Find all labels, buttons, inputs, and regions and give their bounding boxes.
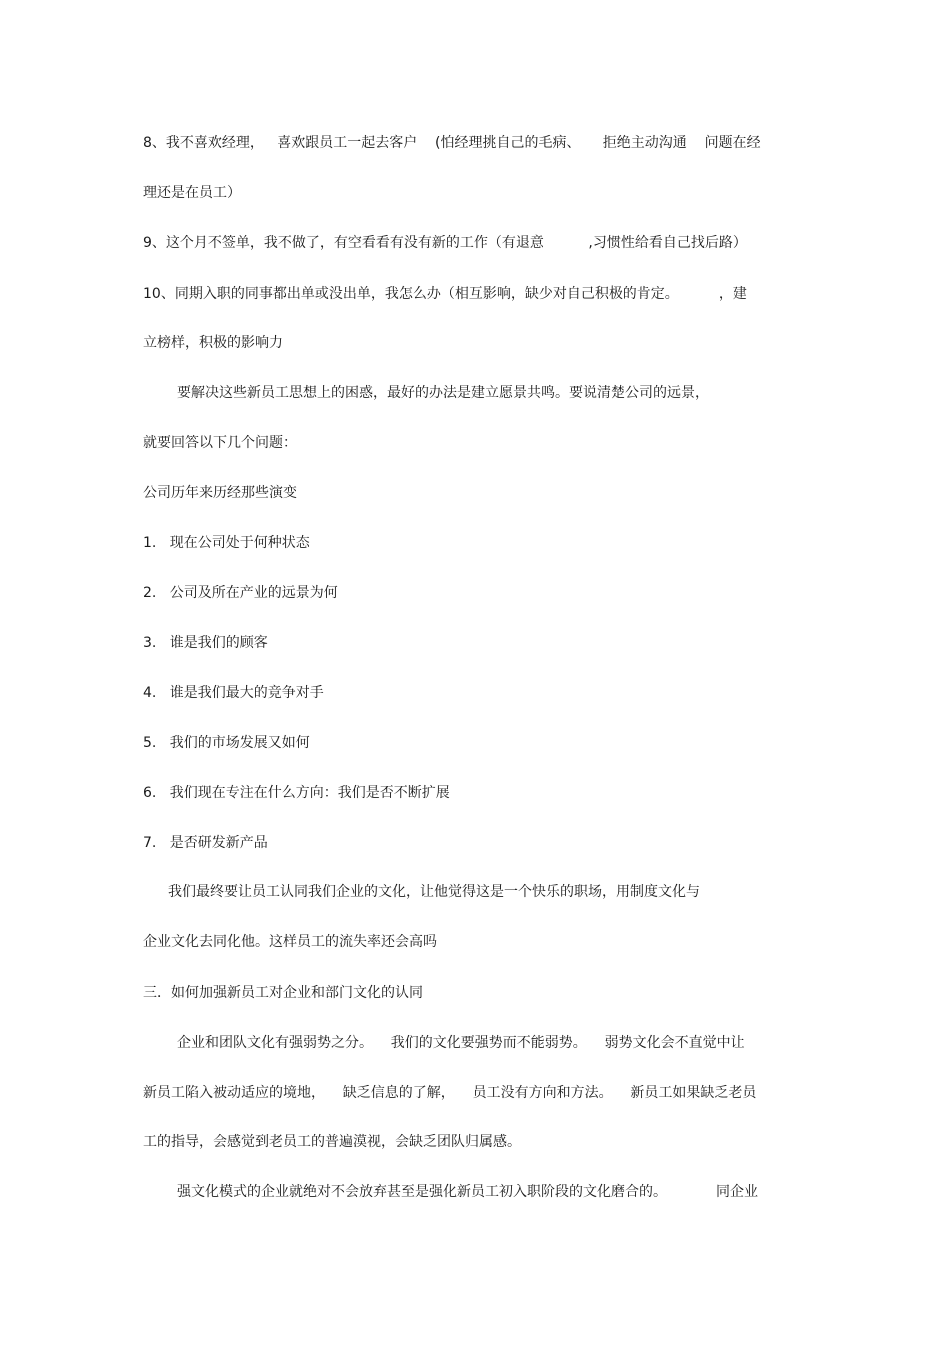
paragraph-line-8: 我们最终要让员工认同我们企业的文化，让他觉得这是一个快乐的职场，用制度文化与 <box>168 884 700 900</box>
list-item-2: 2. 公司及所在产业的远景为何 <box>143 585 338 601</box>
paragraph-line-3: 9、这个月不签单，我不做了，有空看看有没有新的工作（有退意 ,习惯性给看自己找后路） <box>143 235 747 251</box>
list-item-6: 6. 我们现在专注在什么方向：我们是否不断扩展 <box>143 785 450 801</box>
paragraph-line-12: 工的指导，会感觉到老员工的普遍漠视，会缺乏团队归属感。 <box>143 1134 521 1150</box>
list-item-4: 4. 谁是我们最大的竞争对手 <box>143 685 324 701</box>
paragraph-line-5: 立榜样，积极的影响力 <box>143 335 283 351</box>
list-item-1: 1. 现在公司处于何种状态 <box>143 535 310 551</box>
paragraph-line-6: 要解决这些新员工思想上的困惑，最好的办法是建立愿景共鸣。要说清楚公司的远景， <box>177 385 709 401</box>
paragraph-line-11: 新员工陷入被动适应的境地， 缺乏信息的了解， 员工没有方向和方法。 新员工如果缺乏老员 <box>143 1085 757 1101</box>
list-item-3: 3. 谁是我们的顾客 <box>143 635 268 651</box>
paragraph-line-7: 就要回答以下几个问题： <box>143 435 297 451</box>
paragraph-line-9: 企业文化去同化他。这样员工的流失率还会高吗 <box>143 934 437 950</box>
list-item-5: 5. 我们的市场发展又如何 <box>143 735 310 751</box>
paragraph-line-2: 理还是在员工） <box>143 185 241 201</box>
paragraph-line-10: 企业和团队文化有强弱势之分。 我们的文化要强势而不能弱势。 弱势文化会不直觉中让 <box>177 1035 745 1051</box>
paragraph-line-4: 10、同期入职的同事都出单或没出单，我怎么办（相互影响，缺少对自己积极的肯定。 ，建 <box>143 286 747 302</box>
paragraph-line-1: 8、我不喜欢经理， 喜欢跟员工一起去客户 (怕经理挑自己的毛病、 拒绝主动沟通 问题在经 <box>143 135 761 151</box>
section-heading-3: 三．如何加强新员工对企业和部门文化的认同 <box>143 985 423 1001</box>
list-item-7: 7. 是否研发新产品 <box>143 835 268 851</box>
section-heading: 公司历年来历经那些演变 <box>143 485 297 501</box>
paragraph-line-13: 强文化模式的企业就绝对不会放弃甚至是强化新员工初入职阶段的文化磨合的。 同企业 <box>177 1184 758 1200</box>
